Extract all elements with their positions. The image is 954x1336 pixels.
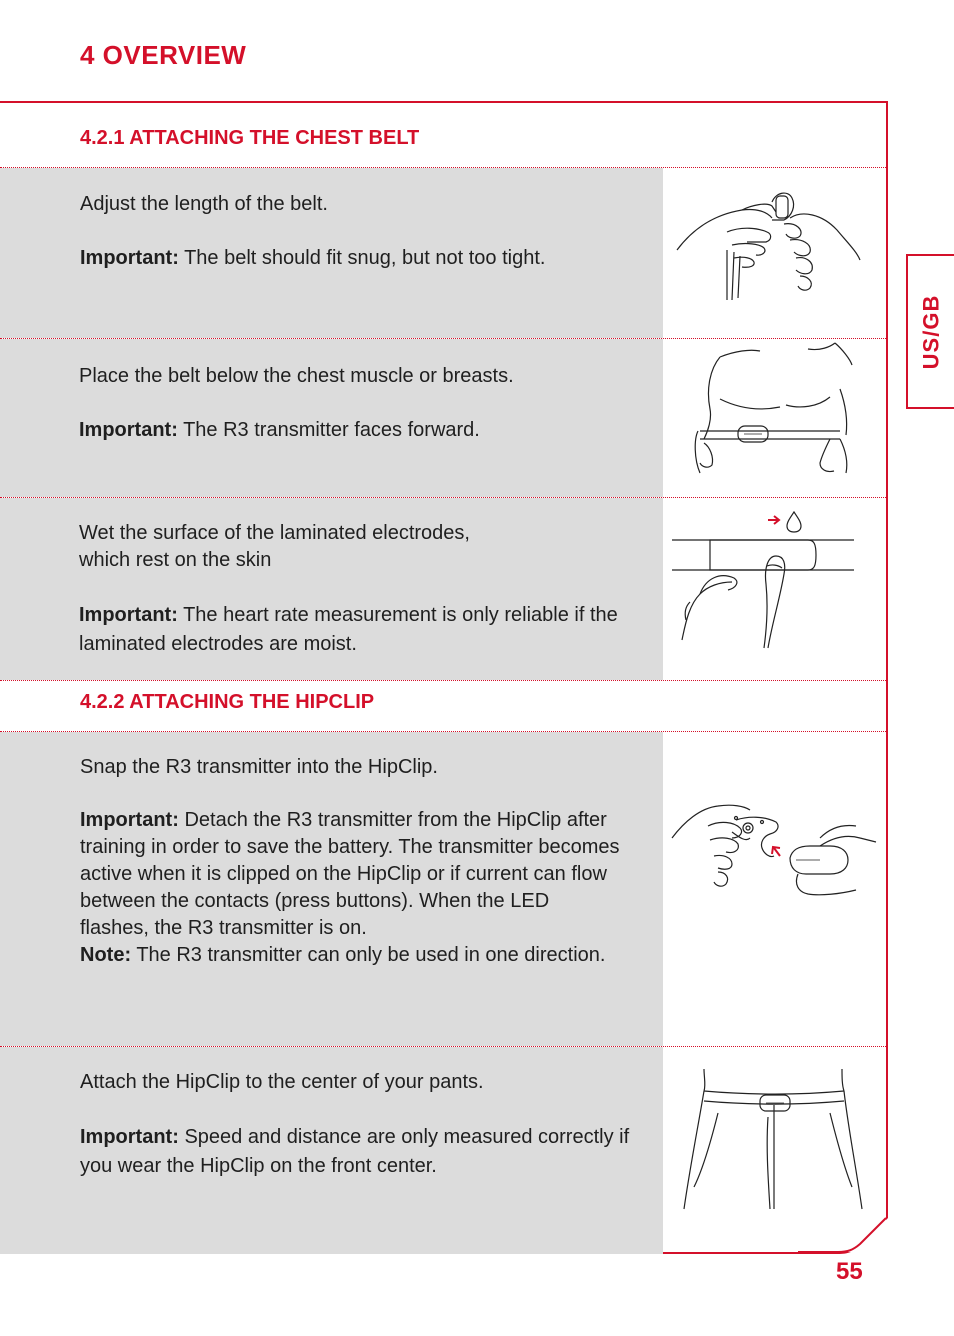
- step-text: [79, 520, 639, 659]
- note-text: The R3 transmitter can only be used in one direction.: [136, 944, 606, 966]
- important-text: The heart rate measurement is only reliable if the laminated electrodes are moist.: [79, 604, 618, 655]
- step-snap-transmitter: [0, 732, 886, 1046]
- step-line: Place the belt below the chest muscle or breasts.: [79, 365, 514, 387]
- step-text: [79, 363, 639, 444]
- hipclip-snap-illustration: [670, 798, 880, 918]
- step-wet-electrodes: [0, 498, 886, 680]
- step-text: [80, 1069, 640, 1181]
- step-place-belt: [0, 339, 886, 497]
- important-label: Important:: [79, 604, 178, 626]
- important-label: Important:: [80, 247, 179, 269]
- water-drop-icon: [787, 512, 801, 532]
- important-text: Speed and distance are only measured correctly if you wear the HipClip on the front center.: [80, 1126, 630, 1177]
- step-line: Adjust the length of the belt.: [80, 193, 328, 215]
- step-attach-hipclip: [0, 1047, 886, 1254]
- section-title-chest-belt: 4.2.1 ATTACHING THE CHEST BELT: [80, 127, 420, 149]
- corner-decoration: [798, 1184, 888, 1254]
- step-line: Wet the surface of the laminated electrodes,: [79, 522, 470, 544]
- language-tab-label: US/GB: [918, 294, 943, 369]
- important-text: The belt should fit snug, but not too tight.: [184, 247, 546, 269]
- important-text: Detach the R3 transmitter from the HipClip after training in order to save the battery. The transmitter becomes active when it is clipped on the HipClip or if current can flow between the contacts (press buttons). When the LED flashes, the R3 transmitter is on.: [80, 809, 620, 939]
- chest-belt-illustration: [690, 339, 860, 479]
- step-line: Attach the HipClip to the center of your pants.: [80, 1071, 484, 1093]
- important-label: Important:: [80, 809, 179, 831]
- page-number: 55: [836, 1258, 863, 1285]
- note-label: Note:: [80, 944, 132, 966]
- hands-adjusting-belt-illustration: [672, 190, 862, 310]
- wet-electrode-illustration: [672, 508, 858, 658]
- step-line: Snap the R3 transmitter into the HipClip.: [80, 756, 438, 778]
- content-frame: [0, 101, 888, 1254]
- section-title-hipclip: 4.2.2 ATTACHING THE HIPCLIP: [80, 691, 375, 713]
- step-text: [80, 754, 620, 969]
- important-text: The R3 transmitter faces forward.: [183, 419, 480, 441]
- step-line: which rest on the skin: [79, 549, 272, 571]
- step-text: [80, 191, 640, 272]
- divider: [0, 680, 886, 681]
- chapter-title: 4 OVERVIEW: [80, 40, 247, 70]
- language-tab: [906, 254, 954, 409]
- important-label: Important:: [79, 419, 178, 441]
- step-adjust-belt: [0, 168, 886, 338]
- important-label: Important:: [80, 1126, 179, 1148]
